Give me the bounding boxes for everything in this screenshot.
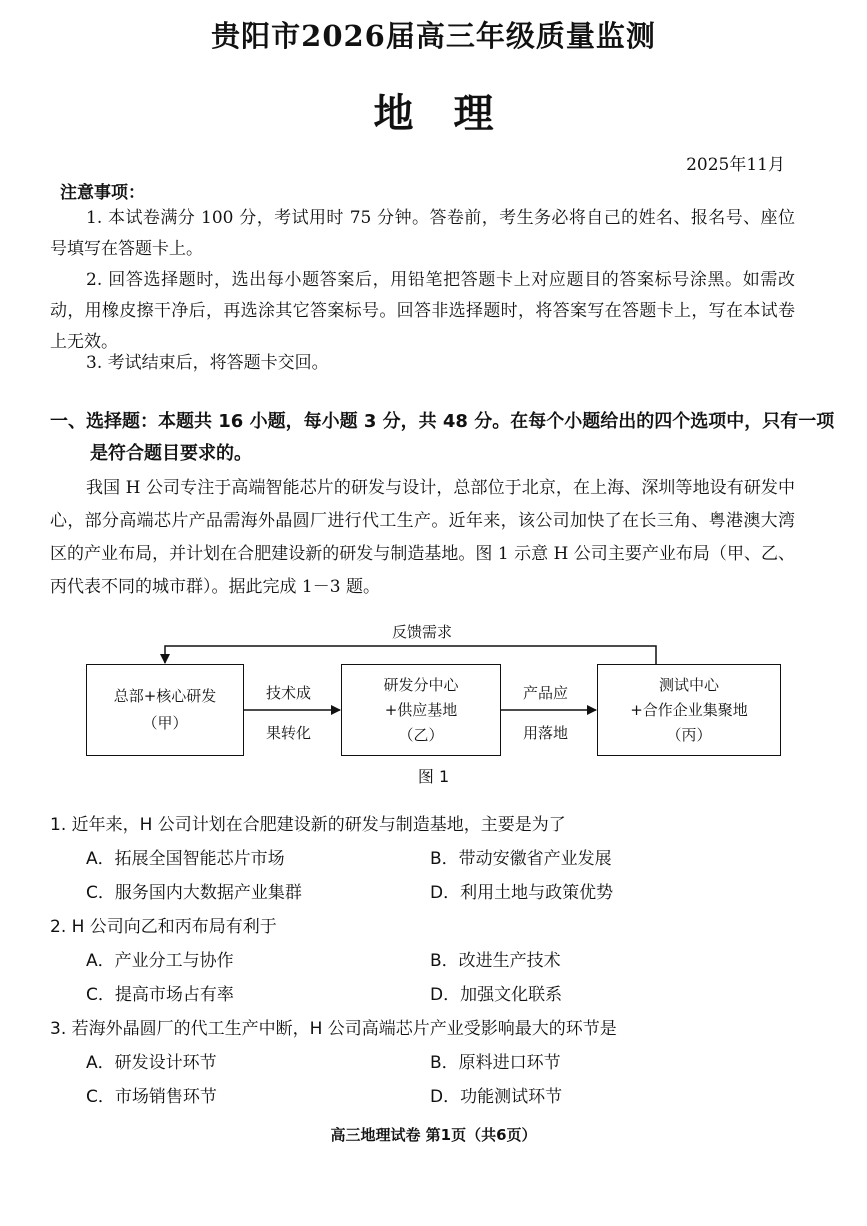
feedback-label: 反馈需求	[392, 623, 453, 641]
notice-item-3: 3. 考试结束后，将答题卡交回。	[86, 353, 329, 373]
feedback-arrow	[165, 646, 656, 666]
question-1-option-b: B．带动安徽省产业发展	[430, 849, 612, 869]
question-2-option-c: C．提高市场占有率	[86, 985, 234, 1005]
arrow2-top-label: 产品应	[523, 684, 569, 702]
section-heading: 一、选择题：本题共 16 小题，每小题 3 分，共 48 分。在每个小题给出的四个选项中，只有一项是符合题目要求的。	[50, 411, 835, 464]
question-2-option-b: B．改进生产技术	[430, 951, 561, 971]
question-1-option-a: A．拓展全国智能芯片市场	[86, 849, 285, 869]
box-yi-line1: 研发分中心	[383, 675, 459, 694]
box-jia-line1: 总部+核心研发	[113, 687, 217, 705]
question-3-option-b: B．原料进口环节	[430, 1053, 561, 1073]
exam-date: 2025年11月	[686, 155, 785, 175]
question-3-option-a: A．研发设计环节	[86, 1053, 217, 1073]
arrow1-top-label: 技术成	[266, 684, 312, 702]
box-bing-line2: +合作企业集聚地	[630, 700, 748, 719]
notice-heading: 注意事项：	[60, 183, 145, 203]
box-bing-line1: 测试中心	[658, 675, 719, 694]
box-yi	[341, 664, 501, 756]
box-bing-line3: （丙）	[666, 725, 712, 744]
box-jia-line2: （甲）	[142, 714, 188, 732]
box-jia	[86, 664, 244, 756]
subject-title: 地理	[373, 90, 534, 137]
box-yi-line3: （乙）	[398, 725, 444, 744]
question-3-stem: 3. 若海外晶圆厂的代工生产中断，H 公司高端芯片产业受影响最大的环节是	[50, 1019, 617, 1039]
question-2-option-d: D．加强文化联系	[430, 985, 563, 1005]
question-3-option-c: C．市场销售环节	[86, 1087, 217, 1107]
exam-title: 贵阳市2026届高三年级质量监测	[211, 19, 656, 53]
box-yi-line2: +供应基地	[384, 700, 458, 719]
arrow2-bottom-label: 用落地	[523, 724, 569, 742]
notice-item-1: 1. 本试卷满分 100 分，考试用时 75 分钟。答卷前，考生务必将自己的姓名、报名号、座位号填写在答题卡上。	[50, 208, 795, 259]
question-1-stem: 1. 近年来，H 公司计划在合肥建设新的研发与制造基地，主要是为了	[50, 815, 566, 835]
question-2-stem: 2. H 公司向乙和丙布局有利于	[50, 917, 277, 937]
question-3-option-d: D．功能测试环节	[430, 1087, 563, 1107]
question-2-option-a: A．产业分工与协作	[86, 951, 234, 971]
question-1-option-c: C．服务国内大数据产业集群	[86, 883, 302, 903]
question-1-option-d: D．利用土地与政策优势	[430, 883, 614, 903]
passage: 我国 H 公司专注于高端智能芯片的研发与设计，总部位于北京，在上海、深圳等地设有研发中心，部分高端芯片产品需海外晶圆厂进行代工生产。近年来，该公司加快了在长三角、粤港澳大湾区的产业布局，并计划在合肥建设新的研发与制造基地。图 1 示意 H 公司主要产业布局（甲、乙、丙代表不同的城市群）。据此完成 1－3 题。	[50, 478, 795, 597]
figure-caption: 图 1	[417, 767, 450, 786]
box-bing	[597, 664, 781, 756]
arrow1-bottom-label: 果转化	[266, 724, 312, 742]
page-footer: 高三地理试卷 第1页（共6页）	[330, 1126, 537, 1144]
notice-item-2: 2. 回答选择题时，选出每小题答案后，用铅笔把答题卡上对应题目的答案标号涂黑。如需改动，用橡皮擦干净后，再选涂其它答案标号。回答非选择题时，将答案写在答题卡上，写在本试卷上无效。	[50, 270, 795, 352]
